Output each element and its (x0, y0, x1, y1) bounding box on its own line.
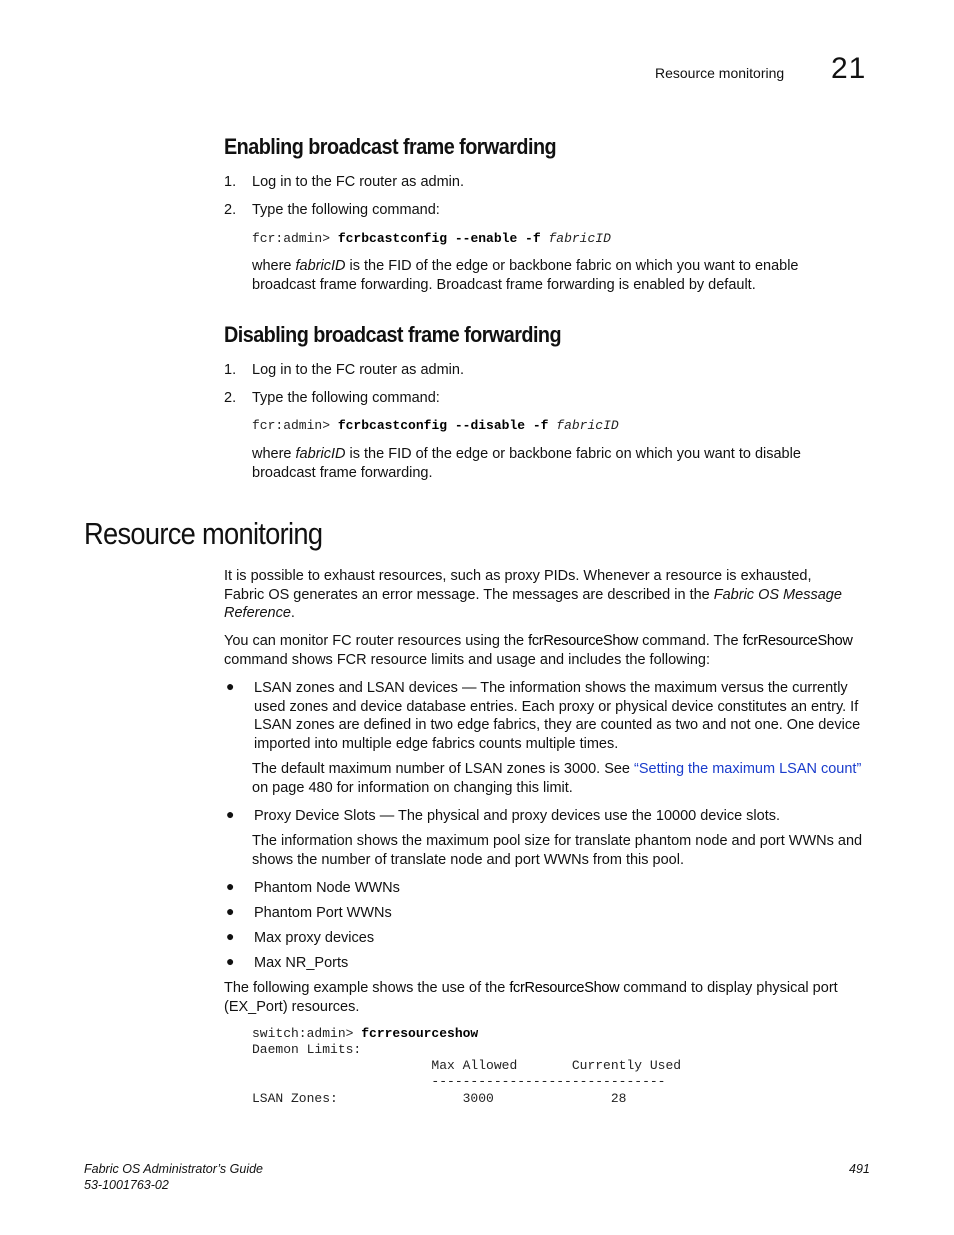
bullet-max-proxy (226, 929, 626, 949)
text-run: You can monitor FC router resources using the (224, 633, 529, 649)
bullet-phantom-node (226, 879, 626, 899)
code-argument: fabricID (556, 418, 619, 433)
text-run: where (252, 258, 296, 274)
bullet-lsan (226, 679, 876, 759)
example-code-line-3: Max Allowed Currently Used (252, 1058, 682, 1073)
lsan-count-link[interactable]: “Setting the maximum LSAN count” (634, 761, 862, 777)
bullet-text: Max NR_Ports (254, 955, 349, 971)
text-run: is the FID of the edge or backbone fabric on which you want to enable broadcast frame forwarding. Broadcast frame forwarding is enabled by default. (252, 258, 799, 293)
bullet-dot: ● (226, 953, 235, 969)
bullet-text: LSAN zones and LSAN devices — The information shows the maximum versus the currently used zones and device database entries. Each proxy or physical device constitutes an entry. If LSAN zones are defined in two edge fabrics, they are counted as two and not one. One device imported into multiple edge fabrics counts multiple times. (254, 680, 861, 753)
step-text: Type the following command: (252, 202, 440, 218)
code-command: fcrbcastconfig --enable -f (337, 231, 549, 246)
command-name: fcrResourceShow (742, 633, 853, 649)
code-argument: fabricID (548, 231, 611, 246)
code-prompt: fcr:admin> (252, 231, 338, 246)
bullet-proxy (226, 807, 876, 827)
term-fabricid: fabricID (295, 446, 346, 462)
bullet-text: Proxy Device Slots — The physical and proxy devices use the 10000 device slots. (254, 808, 781, 824)
chapter-number: 21 (831, 52, 867, 85)
resource-intro (224, 567, 854, 623)
disable-heading: Disabling broadcast frame forwarding (224, 322, 562, 347)
text-run: command to display physical port (EX_Port) resources. (224, 980, 838, 1015)
text-run: on page 480 for information on changing this limit. (252, 779, 573, 796)
running-header-title: Resource monitoring (655, 65, 785, 81)
footer-page-number: 491 (849, 1162, 870, 1176)
resource-overview (224, 632, 869, 669)
lsan-note (252, 760, 872, 797)
footer-doc-title: Fabric OS Administrator’s Guide (84, 1162, 263, 1176)
resource-heading: Resource monitoring (84, 516, 323, 551)
bullet-text: Phantom Node WWNs (254, 880, 400, 896)
bullet-dot: ● (226, 903, 235, 919)
step-number: 1. (224, 362, 237, 378)
bullet-dot: ● (226, 928, 235, 944)
enable-description (252, 257, 852, 294)
example-code-line-5: LSAN Zones: 3000 28 (252, 1091, 627, 1106)
text-run: . (290, 605, 295, 622)
code-command: fcrbcastconfig --disable -f (337, 418, 557, 433)
enable-heading: Enabling broadcast frame forwarding (224, 134, 557, 159)
code-prompt: fcr:admin> (252, 418, 338, 433)
example-code-line-1 (252, 1026, 478, 1041)
enable-command (252, 231, 611, 246)
bullet-max-nr-ports (226, 954, 626, 974)
term-fabricid: fabricID (295, 258, 346, 274)
code-command: fcrresourceshow (361, 1026, 479, 1041)
footer-doc-number: 53-1001763-02 (84, 1178, 169, 1192)
step-number: 2. (224, 390, 237, 406)
step-text: Log in to the FC router as admin. (252, 362, 464, 378)
text-run: command. The (638, 633, 743, 649)
bullet-dot: ● (226, 878, 235, 894)
bullet-text: Phantom Port WWNs (254, 905, 392, 921)
proxy-note: The information shows the maximum pool size for translate phantom node and port WWNs and shows the number of translate node and port WWNs from this pool. (252, 833, 863, 868)
step-text: Type the following command: (252, 390, 440, 406)
text-run: command shows FCR resource limits and usage and includes the following: (224, 651, 710, 668)
example-intro (224, 979, 864, 1016)
step-number: 2. (224, 202, 237, 218)
disable-description (252, 445, 852, 482)
bullet-text: Max proxy devices (254, 930, 375, 946)
command-name: fcrResourceShow (509, 980, 620, 996)
example-code-line-2: Daemon Limits: (252, 1042, 362, 1057)
text-run: It is possible to exhaust resources, such as proxy PIDs. Whenever a resource is exhausted, Fabric OS generates an error message. The messages are described in the (224, 568, 812, 603)
bullet-dot: ● (226, 806, 235, 822)
text-run: where (252, 446, 296, 462)
step-number: 1. (224, 174, 237, 190)
example-code-line-4: ------------------------------ (252, 1074, 666, 1089)
code-prompt: switch:admin> (252, 1026, 362, 1041)
command-name: fcrResourceShow (528, 633, 639, 649)
bullet-phantom-port (226, 904, 626, 924)
doc-reference: Fabric OS Message Reference (224, 586, 842, 622)
text-run: The default maximum number of LSAN zones is 3000. See (252, 761, 635, 777)
text-run: The following example shows the use of the (224, 980, 510, 996)
bullet-dot: ● (226, 678, 235, 694)
text-run: is the FID of the edge or backbone fabric on which you want to disable broadcast frame forwarding. (252, 446, 801, 481)
step-text: Log in to the FC router as admin. (252, 174, 464, 190)
disable-command (252, 418, 619, 433)
